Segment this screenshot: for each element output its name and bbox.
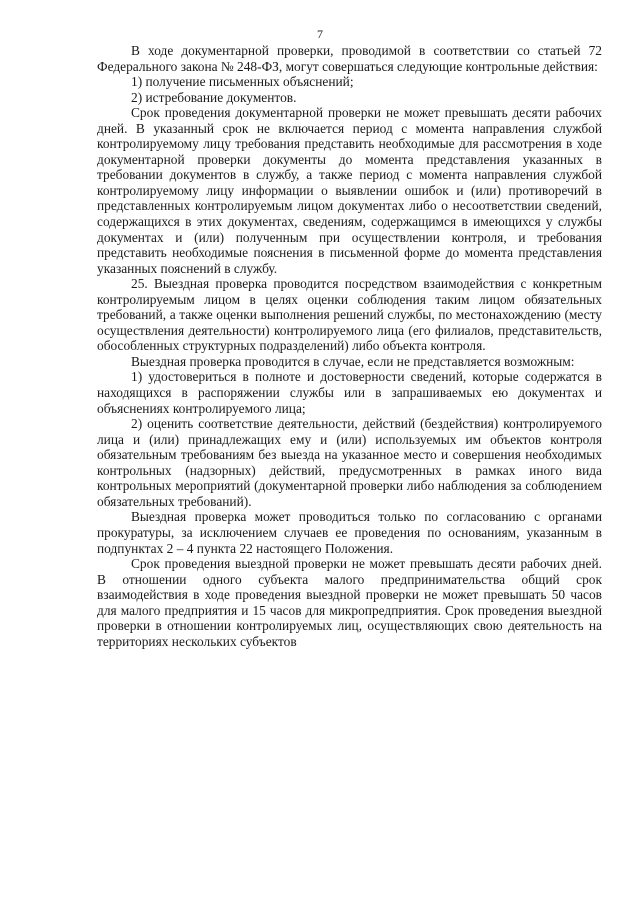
document-body: [97, 43, 602, 649]
paragraph-field-inspection-definition: 25. Выездная проверка проводится посредством взаимодействия с конкретным контролируемым лицом в целях оценки соблюдения таким лицом обязательных требований, а также оценки выполнения решений службы, по местонахождению (месту осуществления деятельности) контролируемого лица (его филиалов, представительств, обособленных структурных подразделений) либо объекта контроля.: [97, 276, 602, 354]
paragraph-field-inspection-cases: Выездная проверка проводится в случае, если не представляется возможным:: [131, 353, 575, 369]
paragraph-field-inspection-term: Срок проведения выездной проверки не может превышать десяти рабочих дней. В отношении одного субъекта малого предпринимательства общий срок взаимодействия в ходе проведения выездной проверки не может превышать 50 часов для малого предприятия и 15 часов для микропредприятия. Срок проведения выездной проверки в отношении контролируемых лиц, осуществляющих свою деятельность на территориях нескольких субъектов: [97, 556, 602, 649]
paragraph-documentary-check-term: Срок проведения документарной проверки не может превышать десяти рабочих дней. В указанный срок не включается период с момента направления службой контролируемому лицу требования представить необходимые для рассмотрения в ходе документарной проверки документы до момента представления указанных в требовании документов в службу, а также период с момента направления службой контролируемому лицу информации о выявлении ошибок и (или) противоречий в представленных контролируемым лицом документах либо о несоответствии сведений, содержащихся в этих документах, сведениям, содержащимся в имеющихся у службы документах и (или) полученным при осуществлении контроля, и требования представить необходимые пояснения в письменной форме до момента представления указанных пояснений в службу.: [97, 105, 602, 276]
paragraph-prosecutor-approval: Выездная проверка может проводиться только по согласованию с органами прокуратуры, за исключением случаев ее проведения по основаниям, указанным в подпунктах 2 – 4 пункта 22 настоящего Положения.: [97, 509, 602, 556]
list-item-document-request: 2) истребование документов.: [131, 89, 297, 105]
list-item-verify-information: 1) удостовериться в полноте и достоверности сведений, которые содержатся в находящихся в распоряжении службы или в запрашиваемых ею документах и объяснениях контролируемого лица;: [97, 369, 602, 416]
list-item-assess-compliance: 2) оценить соответствие деятельности, действий (бездействия) контролируемого лица и (или) принадлежащих ему и (или) используемых им объектов контроля обязательным требованиям без выезда на указанное место и совершения необходимых контрольных (надзорных) действий, предусмотренных в рамках иного вида контрольных мероприятий (документарной проверки либо наблюдения за соблюдением обязательных требований).: [97, 416, 602, 509]
page-number: 7: [317, 27, 323, 41]
list-item-written-explanations: 1) получение письменных объяснений;: [131, 74, 354, 90]
paragraph-documentary-check-actions: В ходе документарной проверки, проводимой в соответствии со статьей 72 Федерального закона № 248-ФЗ, могут совершаться следующие контрольные действия:: [97, 43, 602, 74]
